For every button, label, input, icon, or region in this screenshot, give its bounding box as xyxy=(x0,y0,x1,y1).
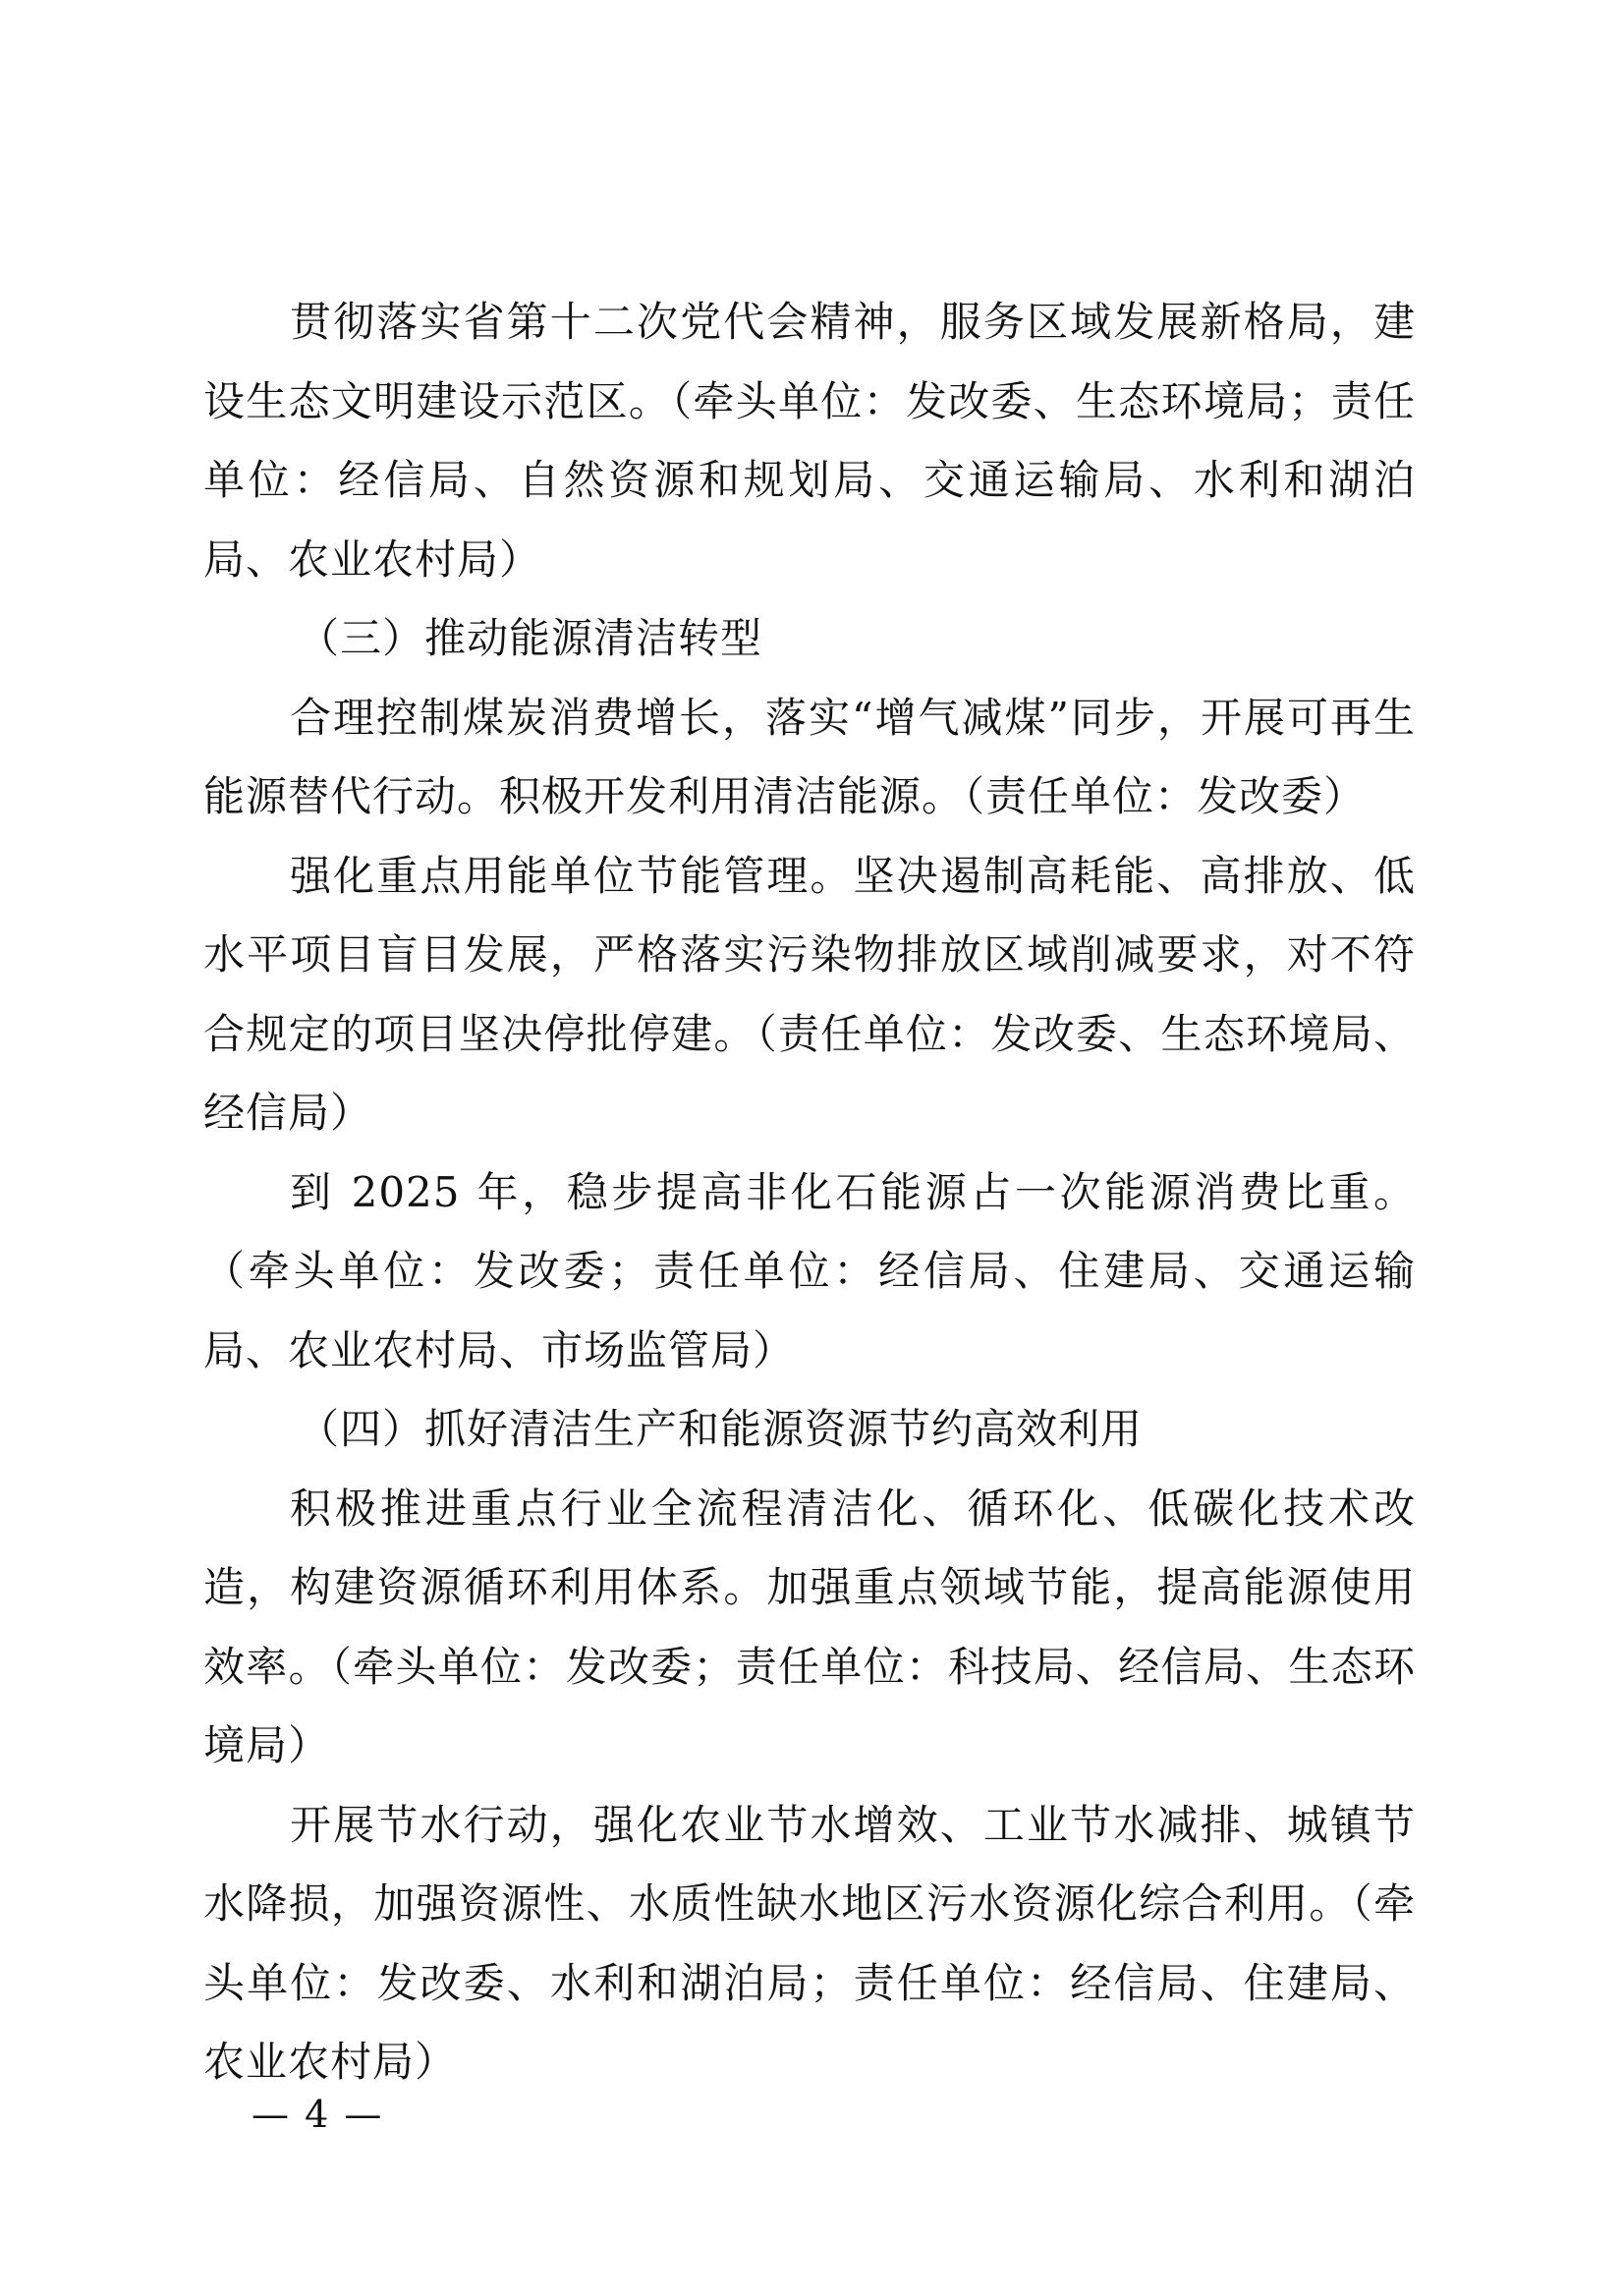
body-paragraph: 开展节水行动，强化农业节水增效、工业节水减排、城镇节水降损，加强资源性、水质性缺水地区污水资源化综合利用。（牵头单位：发改委、水利和湖泊局；责任单位：经信局、住建局、农业农村局） xyxy=(203,1800,1416,2086)
section-heading: （三）推动能源清洁转型 xyxy=(298,614,763,662)
section-heading: （四）抓好清洁生产和能源资源节约高效利用 xyxy=(298,1405,1144,1453)
page-number: — 4 — xyxy=(252,2093,384,2136)
document-body xyxy=(203,283,1416,2102)
body-paragraph: 积极推进重点行业全流程清洁化、循环化、低碳化技术改造，构建资源循环利用体系。加强重点领域节能，提高能源使用效率。（牵头单位：发改委；责任单位：科技局、经信局、生态环境局） xyxy=(203,1484,1416,1769)
body-paragraph: 贯彻落实省第十二次党代会精神，服务区域发展新格局，建设生态文明建设示范区。（牵头单位：发改委、生态环境局；责任单位：经信局、自然资源和规划局、交通运输局、水利和湖泊局、农业农村局） xyxy=(203,298,1416,584)
body-paragraph: 到 2025 年，稳步提高非化石能源占一次能源消费比重。（牵头单位：发改委；责任单位：经信局、住建局、交通运输局、农业农村局、市场监管局） xyxy=(203,1167,1416,1374)
body-paragraph: 合理控制煤炭消费增长，落实“增气减煤”同步，开展可再生能源替代行动。积极开发利用清洁能源。（责任单位：发改委） xyxy=(203,693,1416,820)
body-paragraph: 强化重点用能单位节能管理。坚决遏制高耗能、高排放、低水平项目盲目发展，严格落实污染物排放区域削减要求，对不符合规定的项目坚决停批停建。（责任单位：发改委、生态环境局、经信局） xyxy=(203,851,1416,1137)
